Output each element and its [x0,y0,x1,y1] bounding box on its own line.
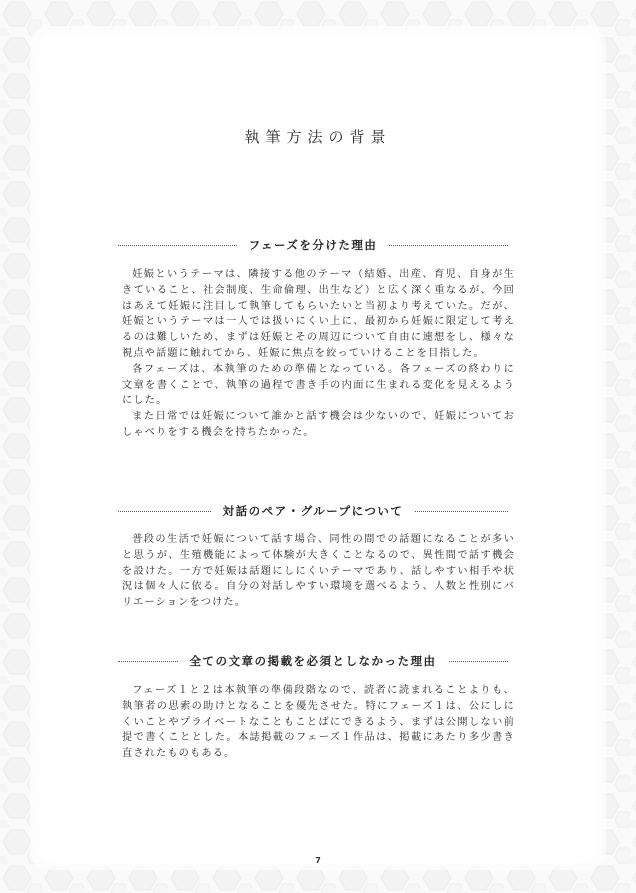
page-title: 執筆方法の背景 [244,128,392,146]
heading-rule-left [118,511,211,512]
heading-rule-right [449,661,509,662]
heading-rule-left [118,661,178,662]
heading-rule-right [389,245,508,246]
section-heading-dialogue [118,503,508,519]
paragraph: また日常では妊娠について誰かと話す機会は少ないので、妊娠についておしゃべりをする機会を持ちたかった。 [122,411,515,438]
section-heading-phases [118,237,508,253]
heading-rule-right [415,511,508,512]
section-body-dialogue [122,532,515,611]
section-heading-text: 全ての文章の掲載を必須としなかった理由 [189,654,437,668]
section-heading-text: フェーズを分けた理由 [248,238,378,252]
section-body-publication [122,683,515,762]
paragraph: 普段の生活で妊娠について話す場合、同性の間での話題になることが多いと思うが、生殖機能によって体験が大きくことなるので、異性間で話す機会を設けた。一方で妊娠は話題にしにくいテーマであり、話しやすい相手や状況は個々人に依る。自分の対話しやすい環境を選べるよう、人数と性別にバリエーションをつけた。 [122,534,515,609]
paragraph: フェーズ１と２は本執筆の準備段階なので、読者に読まれることよりも、執筆者の思索の助けとなることを優先させた。特にフェーズ１は、公にしにくいことやプライベートなこともことばにできるよう、まずは公開しない前提で書くこととした。本誌掲載のフェーズ１作品は、掲載にあたり多少書き直されたものもある。 [122,685,515,760]
section-heading-publication [118,653,508,669]
paragraph: 各フェーズは、本執筆のための準備となっている。各フェーズの終わりに文章を書くことで、執筆の過程で書き手の内面に生まれる変化を見えるようにした。 [122,363,515,407]
section-heading-text: 対話のペア・グループについて [222,504,404,518]
heading-rule-left [118,245,237,246]
paragraph: 妊娠というテーマは、隣接する他のテーマ（結婚、出産、育児、自身が生きていること、社会制度、生命倫理、出生など）と広く深く重なるが、今回はあえて妊娠に注目して執筆してもらいたいと当初より考えていた。だが、妊娠というテーマは一人では扱いにくい上に、最初から妊娠に限定して考えるのは難しいため、まずは妊娠とその周辺について自由に連想をし、様々な視点や話題に触れてから、妊娠に焦点を絞っていけることを目指した。 [122,269,515,359]
section-body-phases [122,267,515,441]
page-number: 7 [315,856,321,865]
